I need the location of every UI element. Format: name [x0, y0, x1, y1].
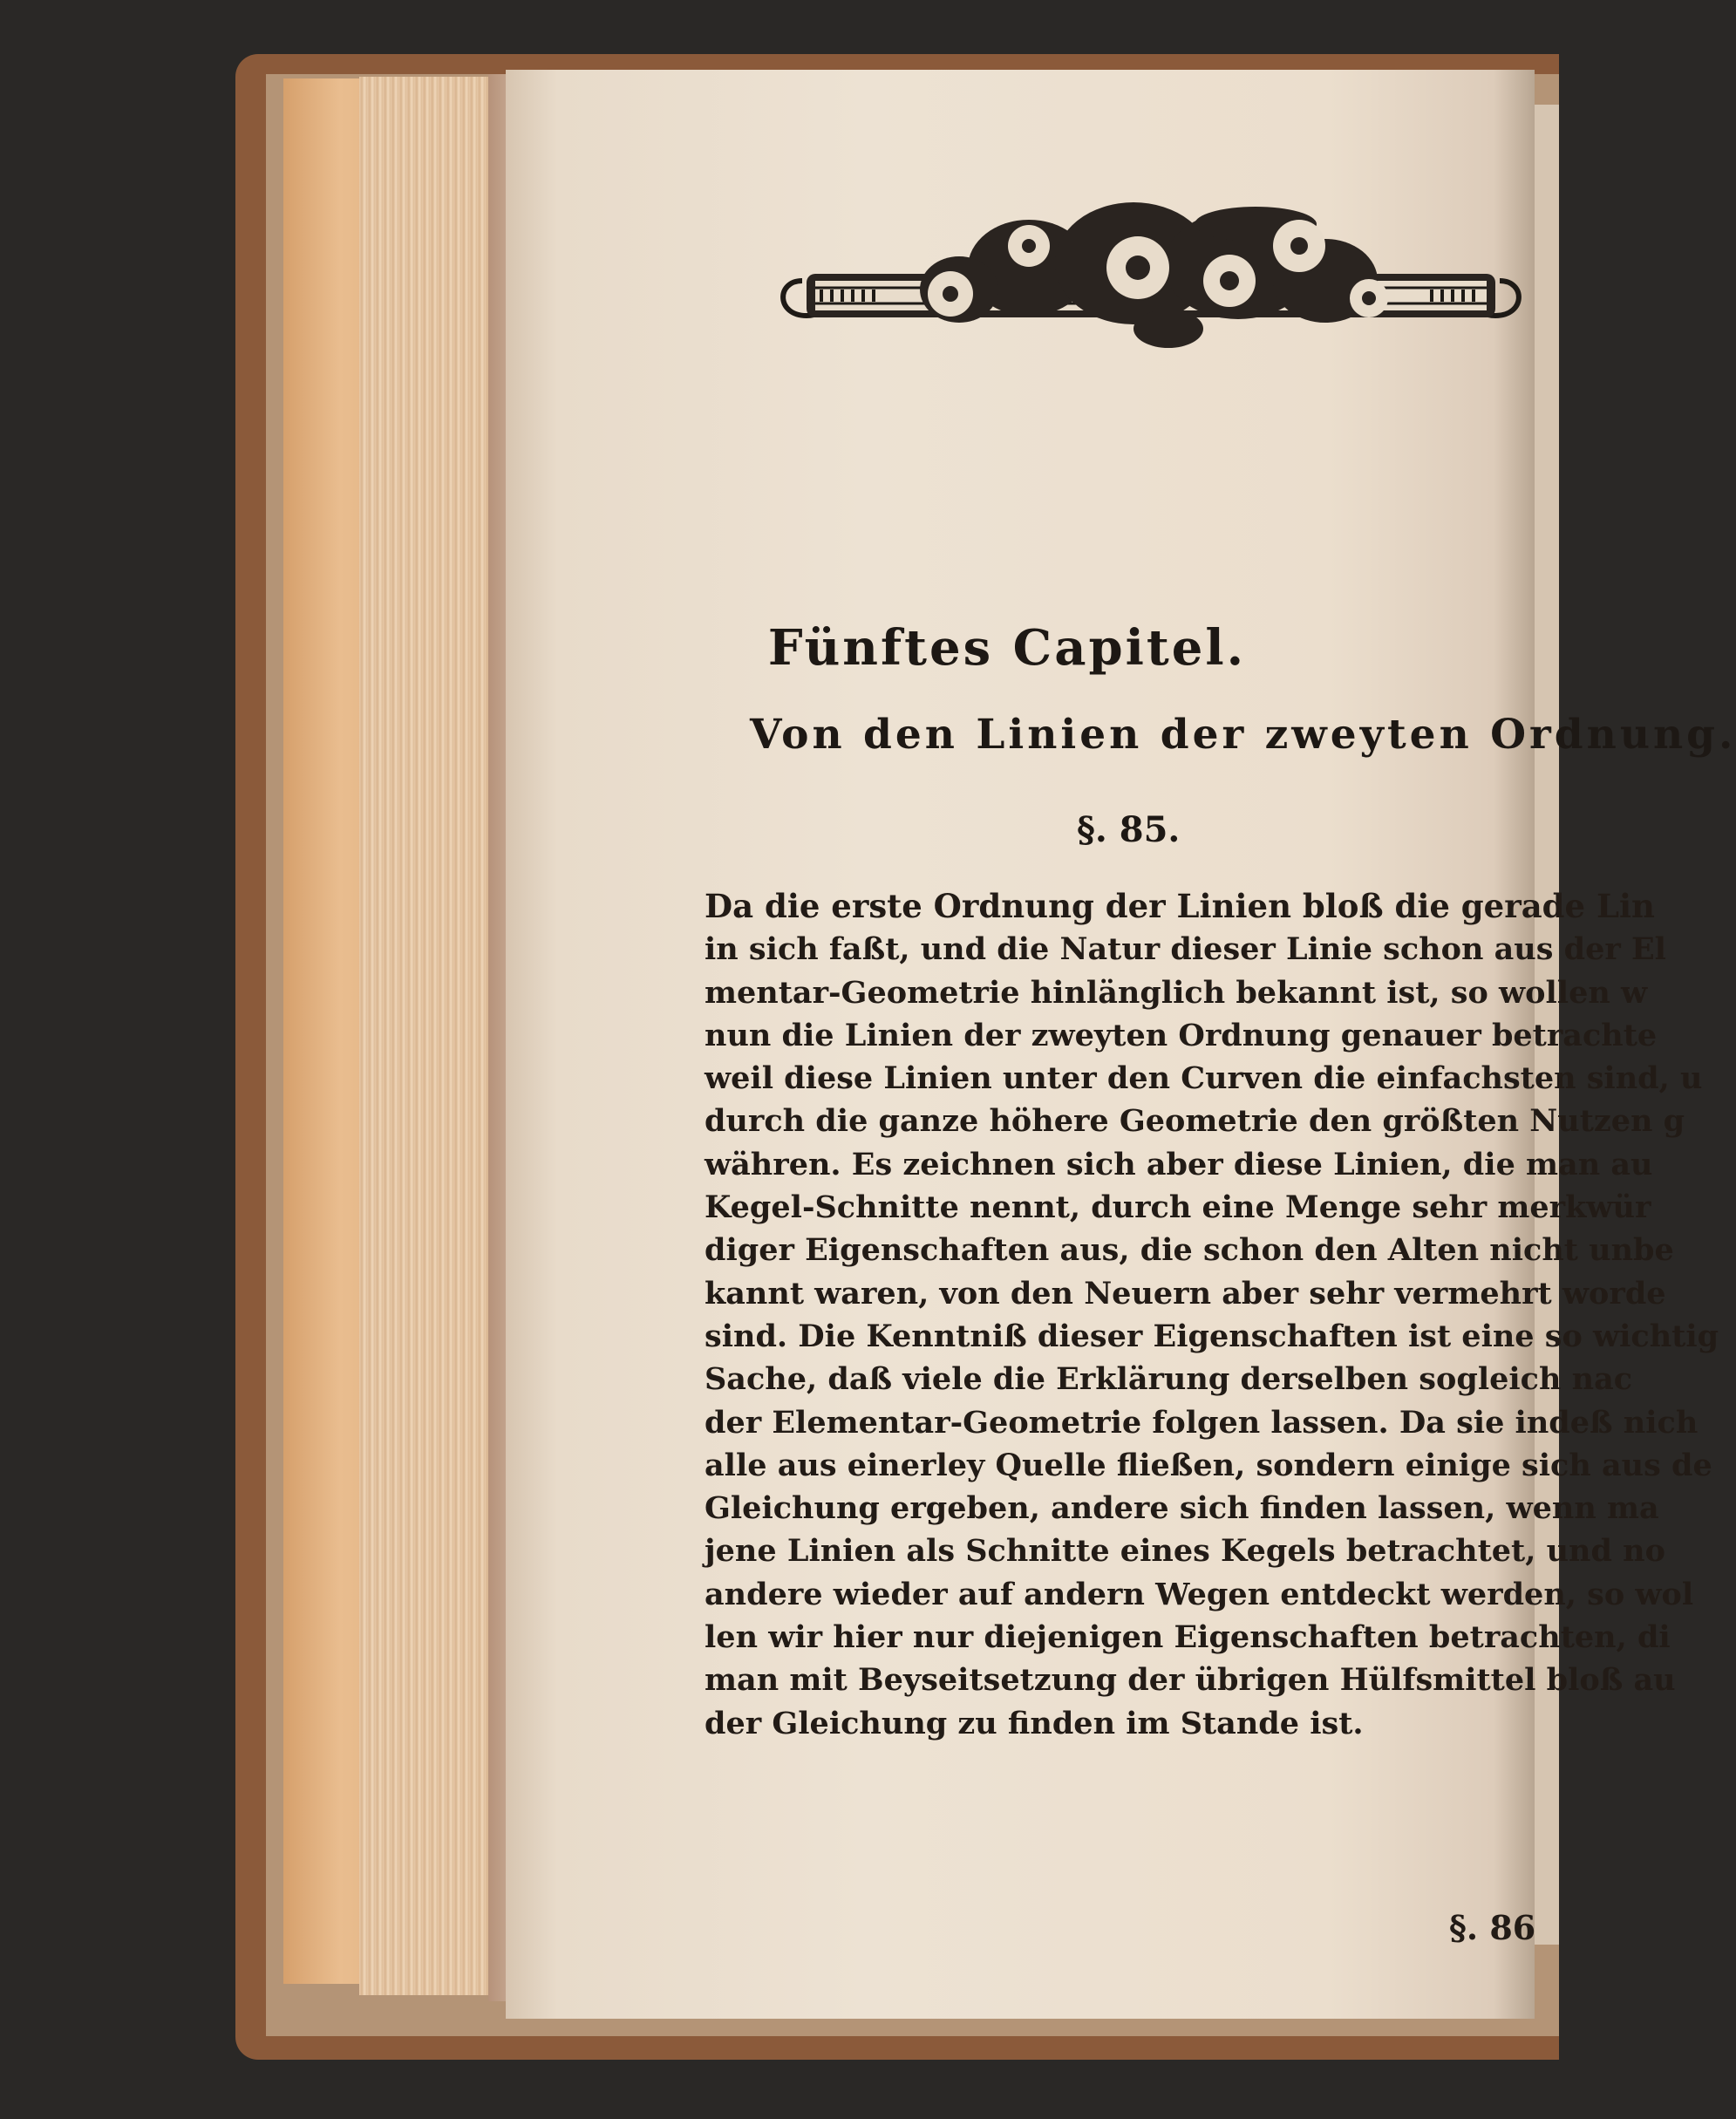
text-line: Gleichung ergeben, andere sich finden lassen, wenn ma [705, 1490, 1659, 1527]
text-line: Kegel-Schnitte nennt, durch eine Menge sehr merkwür [705, 1189, 1651, 1226]
chapter-subtitle: Von den Linien der zweyten Ordnung. [750, 711, 1736, 759]
text-line: in sich faßt, und die Natur dieser Linie schon aus der El [705, 931, 1666, 968]
text-line: jene Linien als Schnitte eines Kegels betrachtet, und no [705, 1533, 1665, 1570]
text-line: diger Eigenschaften aus, die schon den Alten nicht unbe [705, 1232, 1674, 1269]
chapter-title: Fünftes Capitel. [767, 619, 1247, 677]
page-edges [359, 77, 499, 1995]
text-line: len wir hier nur diejenigen Eigenschaften betrachten, di [705, 1619, 1671, 1656]
text-line: alle aus einerley Quelle fließen, sondern einige sich aus de [705, 1447, 1712, 1483]
section-number: §. 85. [1077, 809, 1181, 850]
book-page [506, 70, 1736, 2019]
text-line: nun die Linien der zweyten Ordnung genauer betrachte [705, 1017, 1658, 1053]
text-line: durch die ganze höhere Geometrie den größten Nutzen g [705, 1103, 1685, 1140]
text-line: der Elementar-Geometrie folgen lassen. Da sie indeß nich [705, 1404, 1699, 1441]
body-text [705, 885, 1719, 1745]
text-line: währen. Es zeichnen sich aber diese Linien, die man au [705, 1146, 1653, 1182]
text-line: kannt waren, von den Neuern aber sehr vermehrt worde [705, 1275, 1666, 1312]
text-line: weil diese Linien unter den Curven die einfachsten sind, u [705, 1060, 1703, 1097]
floral-ornament [767, 185, 1535, 351]
text-line: andere wieder auf andern Wegen entdeckt werden, so wol [705, 1576, 1694, 1612]
text-line: Da die erste Ordnung der Linien bloß die gerade Lin [705, 887, 1655, 925]
text-line: sind. Die Kenntniß dieser Eigenschaften ist eine so wichtig [705, 1318, 1719, 1354]
text-line: man mit Beyseitsetzung der übrigen Hülfsmittel bloß au [705, 1662, 1676, 1699]
text-line: mentar-Geometrie hinlänglich bekannt ist, so wollen w [705, 974, 1648, 1011]
text-line: der Gleichung zu finden im Stande ist. [705, 1705, 1364, 1741]
text-line: Sache, daß viele die Erklärung derselben sogleich nac [705, 1361, 1633, 1398]
catchword: §. 86 [1449, 1908, 1536, 1947]
